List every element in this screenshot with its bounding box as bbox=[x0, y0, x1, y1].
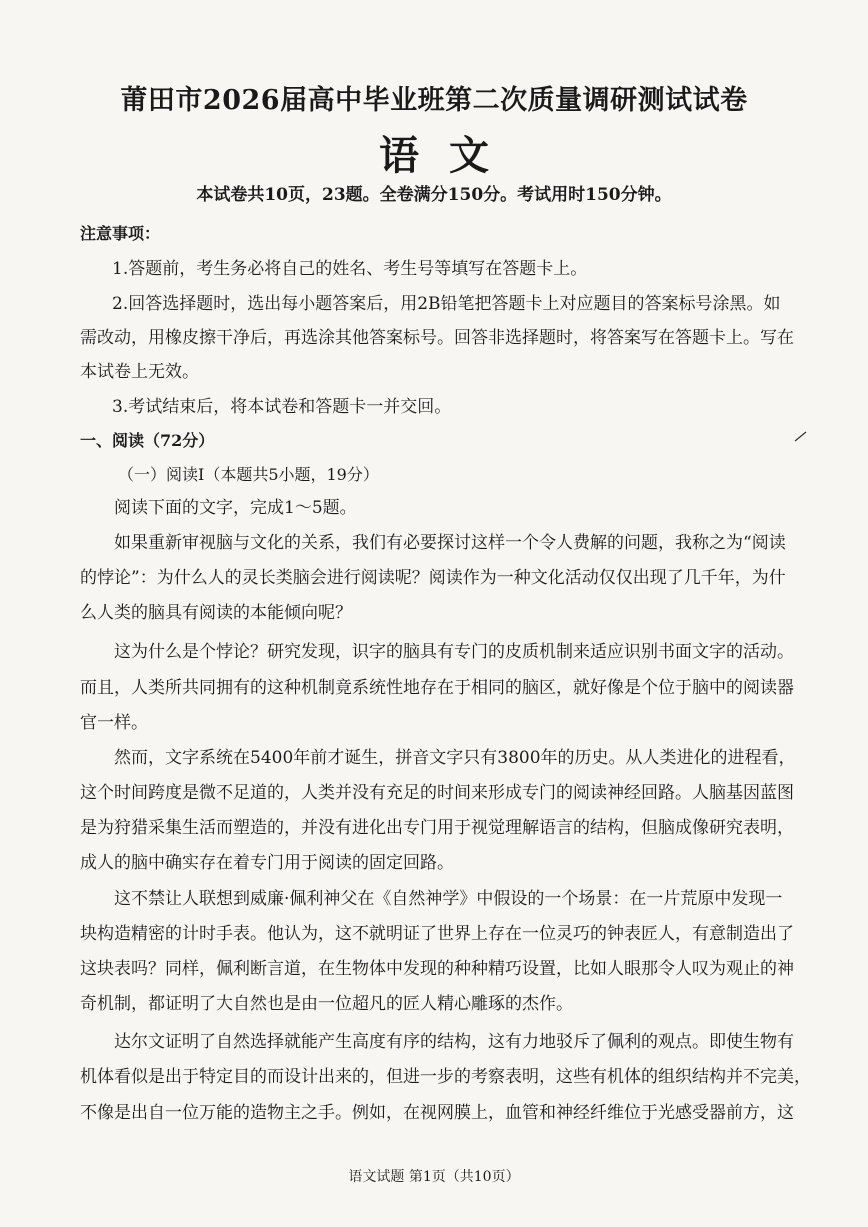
passage-line: 这为什么是个悖论？研究发现，识字的脑具有专门的皮质机制来适应识别书面文字的活动。 bbox=[114, 642, 794, 662]
passage-line: 这不禁让人联想到威廉·佩利神父在《自然神学》中假设的一个场景：在一片荒原中发现一 bbox=[114, 889, 783, 909]
exam-summary: 本试卷共10页，23题。全卷满分150分。考试用时150分钟。 bbox=[196, 185, 672, 205]
passage-line: 而且，人类所共同拥有的这种机制竟系统性地存在于相同的脑区，就好像是个位于脑中的阅读器 bbox=[80, 678, 794, 698]
passage-line: 块构造精密的计时手表。他认为，这不就明证了世界上存在一位灵巧的钟表匠人，有意制造出了 bbox=[80, 924, 794, 944]
passage-line: 不像是出自一位万能的造物主之手。例如，在视网膜上，血管和神经纤维位于光感受器前方，这 bbox=[80, 1103, 794, 1123]
notes-item-3: 3.考试结束后，将本试卷和答题卡一并交回。 bbox=[112, 397, 452, 417]
notes-item-2-line-2: 需改动，用橡皮擦干净后，再选涂其他答案标号。回答非选择题时，将答案写在答题卡上。写在 bbox=[80, 328, 794, 348]
passage-line: 是为狩猎采集生活而塑造的，并没有进化出专门用于视觉理解语言的结构，但脑成像研究表明， bbox=[80, 818, 794, 838]
passage-line: 这个时间跨度是微不足道的，人类并没有充足的时间来形成专门的阅读神经回路。人脑基因蓝图 bbox=[80, 783, 794, 803]
section-instruction: 阅读下面的文字，完成1～5题。 bbox=[114, 498, 357, 518]
passage-line: 如果重新审视脑与文化的关系，我们有必要探讨这样一个令人费解的问题，我称之为“阅读 bbox=[114, 533, 786, 553]
notes-item-2-line-1: 2.回答选择题时，选出每小题答案后，用2B铅笔把答题卡上对应题目的答案标号涂黑。如 bbox=[112, 294, 781, 314]
passage-line: 官一样。 bbox=[80, 713, 148, 733]
section-heading: 一、阅读（72分） bbox=[80, 431, 215, 450]
page-footer: 语文试题 第1页（共10页） bbox=[348, 1169, 520, 1185]
passage-line: 奇机制，都证明了大自然也是由一位超凡的匠人精心雕琢的杰作。 bbox=[80, 994, 573, 1014]
pen-stroke-mark bbox=[794, 430, 808, 442]
notes-heading: 注意事项： bbox=[80, 224, 161, 243]
subject-title: 语文 bbox=[379, 132, 519, 179]
passage-line: 然而，文字系统在5400年前才诞生，拼音文字只有3800年的历史。从人类进化的进程看， bbox=[114, 748, 796, 768]
section-sub-heading: （一）阅读Ⅰ（本题共5小题，19分） bbox=[118, 465, 379, 484]
passage-line: 这块表吗？同样，佩利断言道，在生物体中发现的种种精巧设置，比如人眼那令人叹为观止的神 bbox=[80, 959, 794, 979]
notes-item-2-line-3: 本试卷上无效。 bbox=[80, 362, 199, 382]
passage-line: 机体看似是出于特定目的而设计出来的，但进一步的考察表明，这些有机体的组织结构并不完美， bbox=[80, 1067, 811, 1087]
passage-line: 的悖论”：为什么人的灵长类脑会进行阅读呢？阅读作为一种文化活动仅仅出现了几千年，为什 bbox=[80, 568, 786, 588]
passage-line: 么人类的脑具有阅读的本能倾向呢？ bbox=[80, 603, 352, 623]
passage-line: 达尔文证明了自然选择就能产生高度有序的结构，这有力地驳斥了佩利的观点。即使生物有 bbox=[114, 1032, 794, 1052]
passage-line: 成人的脑中确实存在着专门用于阅读的固定回路。 bbox=[80, 853, 454, 873]
notes-item-1: 1.答题前，考生务必将自己的姓名、考生号等填写在答题卡上。 bbox=[112, 259, 588, 279]
exam-title: 莆田市2026届高中毕业班第二次质量调研测试试卷 bbox=[120, 85, 748, 116]
